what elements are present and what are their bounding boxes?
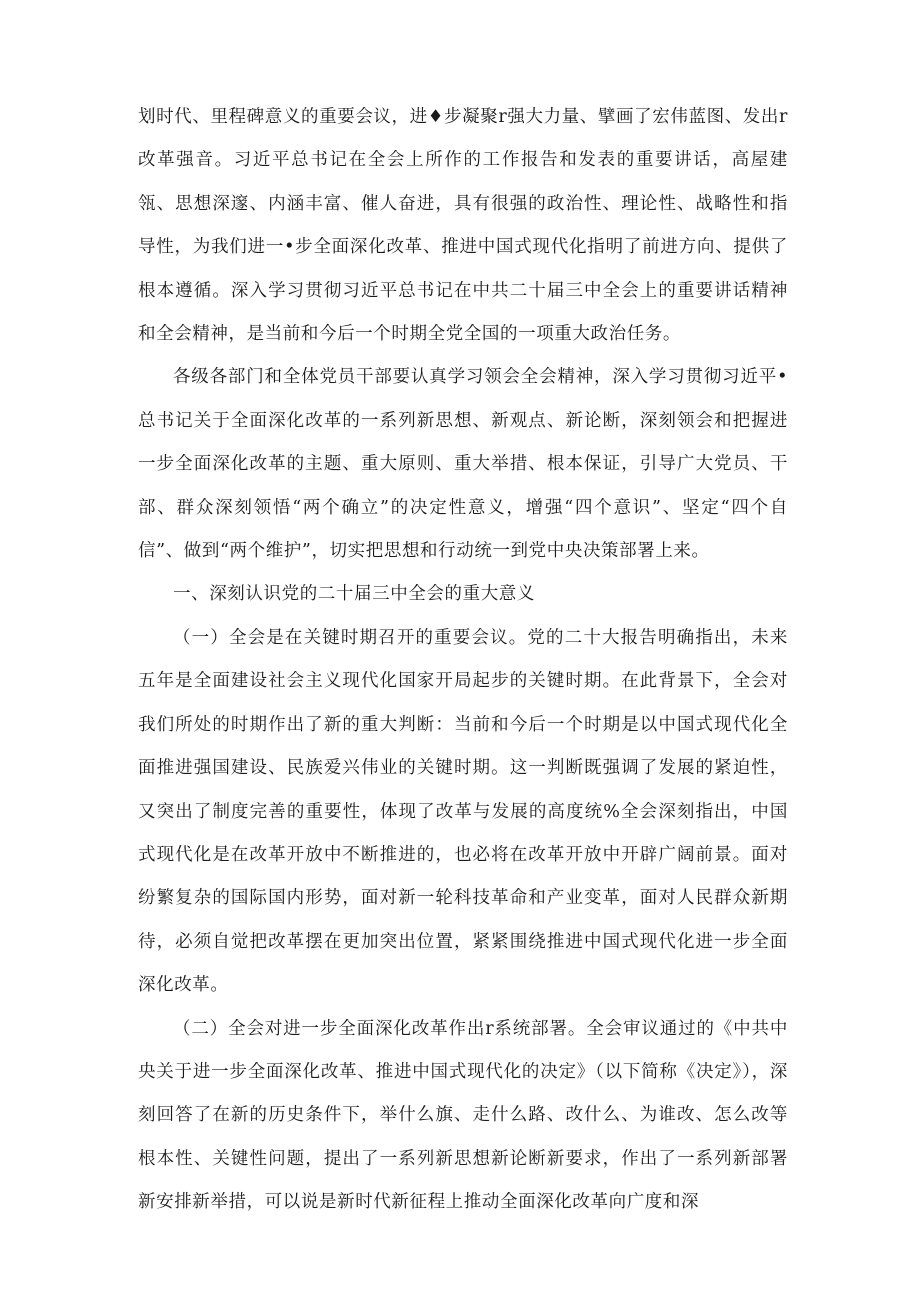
paragraph-point-one: （一）全会是在关键时期召开的重要会议。党的二十大报告明确指出，未来五年是全面建设社会主义现代化国家开局起步的关键时期。在此背景下，全会对我们所处的时期作出了新的重大判断：当前和今后一个时期是以中国式现代化全面推进强国建设、民族爱兴伟业的关键时期。这一判断既强调了发展的紧迫性，又突出了制度完善的重要性，体现了改革与发展的高度统%全会深刻指出，中国式现代化是在改革开放中不断推进的，也必将在改革开放中开辟广阔前景。面对纷繁复杂的国际国内形势，面对新一轮科技革命和产业变革，面对人民群众新期待，必须自觉把改革摆在更加突出位置，紧紧围绕推进中国式现代化进一步全面深化改革。 bbox=[138, 627, 788, 996]
paragraph-point-two: （二）全会对进一步全面深化改革作出r系统部署。全会审议通过的《中共中央关于进一步全面深化改革、推进中国式现代化的决定》（以下简称《决定》），深刻回答了在新的历史条件下，举什么旗、走什么路、改什么、为谁改、怎么改等根本性、关键性问题，提出了一系列新思想新论断新要求，作出了一系列新部署新安排新举措，可以说是新时代新征程上推动全面深化改革向广度和深 bbox=[138, 1018, 788, 1213]
paragraph-continuation: 划时代、里程碑意义的重要会议，进♦步凝聚r强大力量、擘画了宏伟蓝图、发出r改革强音。习近平总书记在全会上所作的工作报告和发表的重要讲话，高屋建瓴、思想深邃、内涵丰富、催人奋进，具有很强的政治性、理论性、战略性和指导性，为我们进一•步全面深化改革、推进中国式现代化指明了前进方向、提供了根本遵循。深入学习贯彻习近平总书记在中共二十届三中全会上的重要讲话精神和全会精神，是当前和今后一个时期全党全国的一项重大政治任务。 bbox=[138, 107, 788, 345]
paragraph-study-requirements: 各级各部门和全体党员干部要认真学习领会全会精神，深入学习贯彻习近平•总书记关于全面深化改革的一系列新思想、新观点、新论断，深刻领会和把握进一步全面深化改革的主题、重大原则、重大举措、根本保证，引导广大党员、干部、群众深刻领悟“两个确立”的决定性意义，增强“四个意识”、坚定“四个自信”、做到“两个维护”，切实把思想和行动统一到党中央决策部署上来。 bbox=[138, 367, 788, 562]
section-heading: 一、深刻认识党的二十届三中全会的重大意义 bbox=[173, 584, 535, 605]
document-body bbox=[138, 96, 788, 1225]
